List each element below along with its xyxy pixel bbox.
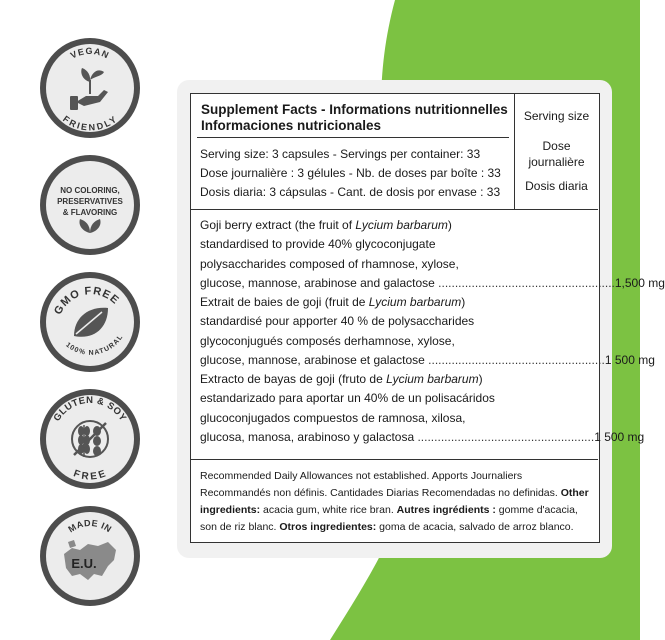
facts-header-left bbox=[191, 94, 515, 210]
badge-line-3: & FLAVORING bbox=[62, 208, 118, 217]
autres-ingredients-label: Autres ingrédients : bbox=[396, 504, 496, 516]
ingredient-amount-line bbox=[200, 274, 665, 293]
ingredient-amount: 1 500 mg bbox=[604, 352, 655, 367]
serving-line-es: Dosis diaria: 3 cápsulas - Cant. de dosis por envase : 33 bbox=[200, 185, 501, 199]
facts-header-row bbox=[191, 94, 598, 210]
gmo-free-badge bbox=[38, 270, 142, 374]
ingredient-es bbox=[200, 370, 645, 447]
dose-label-line-2: journalière bbox=[528, 155, 585, 169]
ingredient-amount: 1,500 mg bbox=[614, 275, 665, 290]
facts-title-line-1: Supplement Facts - Informations nutritionnelles bbox=[201, 102, 508, 117]
otros-ingredientes-label: Otros ingredientes: bbox=[279, 521, 377, 533]
ingredient-line: Extrait de baies de goji (fruit de Lycium barbarum) bbox=[200, 295, 466, 309]
supplement-facts-panel bbox=[190, 93, 665, 543]
badge-text-top: MADE IN bbox=[66, 517, 114, 535]
facts-title-line-2: Informaciones nutricionales bbox=[201, 118, 382, 133]
serving-size-label: Serving size bbox=[523, 109, 590, 123]
leader-dots: ..................................................... bbox=[424, 352, 605, 367]
autres-ingredients-value: gomme d'acacia, son de riz blanc. bbox=[200, 504, 578, 533]
facts-footer bbox=[200, 468, 592, 536]
ingredient-amount-line bbox=[200, 428, 645, 447]
badge-text-top: GLUTEN & SOY bbox=[51, 394, 129, 424]
dose-journaliere-label bbox=[515, 138, 598, 170]
badge-text-bottom: 100% NATURAL bbox=[64, 333, 125, 357]
rda-fr: Apports Journaliers Recommandés non définis. bbox=[200, 470, 523, 499]
badge-column bbox=[0, 0, 170, 640]
ingredient-line: glucose, mannose, arabinose and galactose bbox=[200, 275, 435, 290]
ingredient-line: estandarizado para aportar un 40% de un polisacáridos bbox=[200, 391, 495, 406]
ingredient-en bbox=[200, 216, 665, 293]
other-ingredients-label: Other ingredients: bbox=[200, 487, 589, 516]
serving-line-fr: Dose journalière : 3 gélules - Nb. de doses par boîte : 33 bbox=[200, 166, 501, 180]
badge-line-1: NO COLORING, bbox=[60, 186, 120, 195]
facts-header-right bbox=[515, 94, 598, 210]
made-in-eu-badge bbox=[38, 504, 142, 608]
badge-text-top: GMO FREE bbox=[52, 285, 122, 317]
leader-dots: ..................................................... bbox=[414, 429, 595, 444]
serving-info bbox=[200, 145, 512, 202]
header-divider bbox=[197, 137, 509, 138]
ingredient-line: polysaccharides composed of rhamnose, xylose, bbox=[200, 256, 459, 271]
ingredient-amount: 1 500 mg bbox=[594, 429, 645, 444]
ingredient-line: glycoconjugués composés derhamnose, xylose, bbox=[200, 333, 455, 348]
badge-text-top: VEGAN bbox=[68, 45, 112, 61]
badge-line-2: PRESERVATIVES bbox=[57, 197, 123, 206]
rda-es: Cantidades Diarias Recomendadas no definidas. bbox=[330, 487, 558, 499]
ingredient-fr bbox=[200, 293, 655, 370]
badge-text-center: E.U. bbox=[71, 556, 97, 571]
ingredient-line: Goji berry extract (the fruit of Lycium barbarum) bbox=[200, 218, 452, 232]
leader-dots: ..................................................... bbox=[434, 275, 615, 290]
badge-text-bottom: FREE bbox=[71, 468, 109, 483]
ingredient-line: standardisé pour apporter 40 % de polysaccharides bbox=[200, 314, 475, 329]
rda-en: Recommended Daily Allowances not established. bbox=[200, 470, 430, 482]
gluten-soy-free-badge bbox=[38, 387, 142, 491]
vegan-friendly-badge bbox=[38, 36, 142, 140]
other-ingredients-value: acacia gum, white rice bran. bbox=[263, 504, 394, 516]
ingredient-line: glucose, mannose, arabinose et galactose bbox=[200, 352, 425, 367]
ingredients-row bbox=[191, 210, 665, 460]
ingredient-amount-line bbox=[200, 351, 655, 370]
facts-title bbox=[201, 102, 511, 134]
badge-text-bottom: FRIENDLY bbox=[61, 113, 119, 133]
dose-label-line-1: Dose bbox=[542, 139, 571, 153]
no-coloring-badge bbox=[38, 153, 142, 257]
serving-line-en: Serving size: 3 capsules - Servings per container: 33 bbox=[200, 147, 481, 161]
dosis-diaria-label: Dosis diaria bbox=[525, 179, 588, 193]
ingredient-line: glucosa, manosa, arabinoso y galactosa bbox=[200, 429, 415, 444]
ingredient-line: Extracto de bayas de goji (fruto de Lycium barbarum) bbox=[200, 372, 483, 386]
otros-ingredientes-value: goma de acacia, salvado de arroz blanco. bbox=[379, 521, 574, 533]
ingredient-line: glucoconjugados compuestos de ramnosa, xilosa, bbox=[200, 410, 466, 425]
ingredient-line: standardised to provide 40% glycoconjugate bbox=[200, 237, 436, 252]
